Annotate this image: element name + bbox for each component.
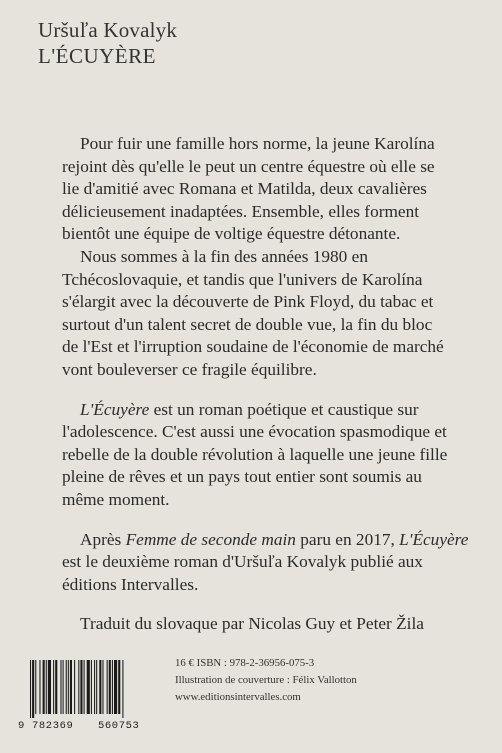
barcode-bar	[66, 660, 67, 714]
text-line: surtout d'un talent secret de double vue, la fin du bloc	[62, 314, 433, 334]
barcode-bar	[60, 660, 61, 714]
text-line	[62, 529, 472, 552]
barcode-bar	[96, 660, 97, 714]
title-italic: L'Écuyère	[80, 399, 150, 419]
barcode-bar	[46, 660, 47, 714]
text-line: vont bouleverser ce fragile équilibre.	[62, 359, 317, 379]
title-italic: L'Écuyère	[399, 529, 469, 549]
text-line: délicieusement inadaptées. Ensemble, elles forment	[62, 201, 420, 221]
publisher-website: www.editionsintervalles.com	[175, 691, 301, 703]
paragraph-1	[62, 133, 472, 246]
paragraph-2	[62, 246, 472, 382]
illustration-credit: Illustration de couverture : Félix Vallotton	[175, 674, 357, 686]
barcode-bar	[84, 660, 85, 714]
text-fragment: Après	[80, 529, 126, 549]
barcode-bar	[53, 660, 54, 714]
text-line: rejoint dès qu'elle le peut un centre équestre où elle se	[62, 156, 435, 176]
barcode-bar	[118, 660, 120, 714]
barcode-bar	[80, 660, 82, 714]
barcode-bar	[35, 660, 36, 714]
text-line: est le deuxième roman d'Uršuľa Kovalyk publié aux	[62, 552, 423, 572]
paragraph-4	[62, 529, 472, 597]
barcode-group-2: 560753	[98, 720, 140, 732]
barcode-bar	[48, 660, 51, 714]
text-fragment: paru en 2017,	[295, 529, 400, 549]
isbn-barcode	[18, 660, 163, 735]
text-line: éditions Intervalles.	[62, 574, 199, 594]
barcode-bar	[32, 660, 34, 718]
barcode-bar	[43, 660, 45, 714]
translator-credit: Traduit du slovaque par Nicolas Guy et Peter Žila	[80, 614, 424, 634]
barcode-bar	[112, 660, 113, 714]
barcode-bar	[91, 660, 92, 714]
barcode-bar	[122, 660, 123, 718]
text-line: s'élargit avec la découverte de Pink Floyd, du tabac et	[62, 292, 434, 312]
text-line: bientôt une équipe de voltige équestre détonante.	[62, 224, 401, 244]
barcode-bar	[63, 660, 64, 714]
text-line: de l'Est et l'irruption soudaine de l'économie de marché	[62, 337, 444, 357]
colophon	[175, 655, 357, 706]
book-italic: Femme de seconde main	[125, 529, 296, 549]
text-line: rebelle de la double révolution à laquelle une jeune fille	[62, 444, 448, 464]
text-line: même moment.	[62, 489, 170, 509]
barcode-bars	[18, 660, 163, 718]
barcode-bar	[107, 660, 108, 714]
barcode-bar	[30, 660, 31, 718]
barcode-bar	[70, 660, 72, 714]
text-line: pleine de rêves et un pays tout entier sont soumis au	[62, 467, 422, 487]
barcode-bar	[68, 660, 69, 714]
price-isbn: 16 € ISBN : 978-2-36956-075-3	[175, 657, 315, 669]
barcode-bar	[74, 660, 75, 714]
barcode-bar	[109, 660, 111, 714]
paragraph-3	[62, 399, 472, 512]
text-line: Tchécoslovaquie, et tandis que l'univers de Karolína	[62, 269, 423, 289]
barcode-group-1: 782369	[32, 720, 74, 732]
text-line: Pour fuir une famille hors norme, la jeune Karolína	[80, 134, 435, 153]
text-fragment: est un roman poétique et caustique sur	[149, 399, 419, 419]
barcode-bar	[99, 660, 101, 714]
barcode-bar	[55, 660, 57, 714]
barcode-bar	[87, 660, 90, 714]
barcode-bar	[94, 660, 95, 714]
book-title: L'ÉCUYÈRE	[38, 44, 156, 68]
barcode-bar	[102, 660, 103, 714]
text-line: lie d'amitié avec Romana et Matilda, deux cavalières	[62, 179, 427, 199]
author-name: Uršuľa Kovalyk	[38, 18, 178, 42]
barcode-bar	[39, 660, 40, 714]
barcode-bar	[78, 660, 79, 714]
blurb	[62, 133, 472, 636]
barcode-first-digit: 9	[18, 720, 25, 732]
text-line: Nous sommes à la fin des années 1980 en	[80, 246, 368, 266]
barcode-bar	[114, 660, 117, 714]
text-line	[62, 399, 472, 422]
text-line: l'adolescence. C'est aussi une évocation spasmodique et	[62, 422, 447, 442]
